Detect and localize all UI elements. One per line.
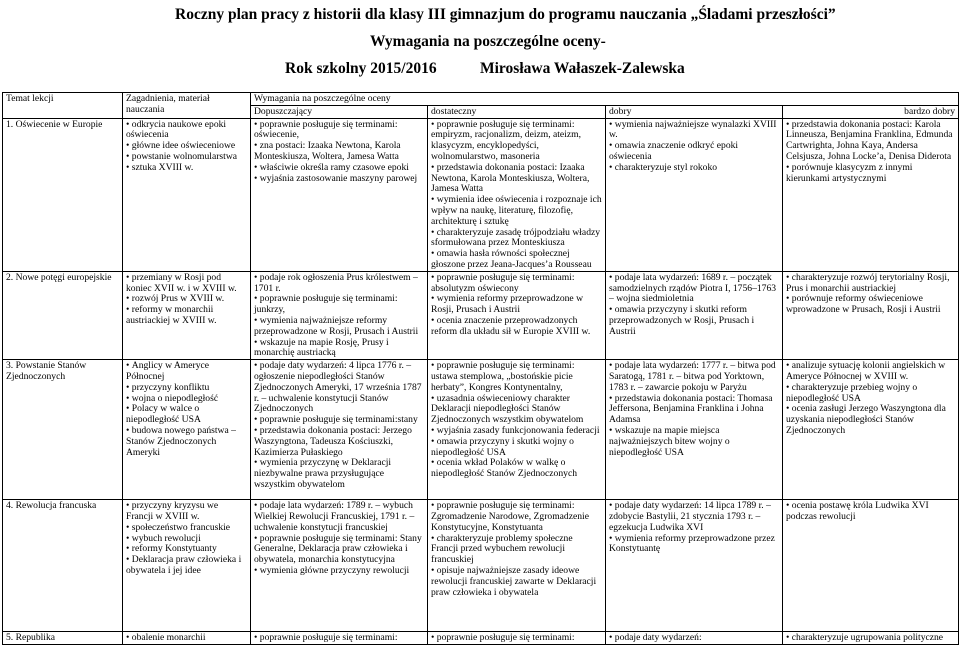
list-item: • opisuje najważniejsze zasady ideowe rewolucji francuskiej zawarte w Deklaracji praw człowieka i obywatela	[431, 566, 602, 598]
list-item: • budowa nowego państwa – Stanów Zjednoczonych Ameryki	[126, 426, 247, 458]
list-item: • poprawnie posługuje się terminami: absolutyzm oświecony	[431, 273, 602, 295]
grade-dostateczny-cell	[428, 118, 606, 271]
bullet-list	[431, 273, 602, 338]
document-subtitle: Wymagania na poszczególne oceny-	[370, 33, 606, 50]
bullet-list	[431, 501, 602, 598]
bullet-list	[126, 361, 247, 458]
bullet-list	[254, 501, 424, 577]
list-item: • przyczyny kryzysu we Francji w XVIII w.	[126, 501, 247, 523]
bullet-list	[126, 633, 247, 644]
bullet-list	[786, 633, 955, 644]
issues-cell	[123, 271, 251, 359]
bullet-list	[126, 273, 247, 327]
grade-dobry-cell	[606, 360, 783, 500]
table-row	[3, 271, 959, 359]
grade-dopuszczajacy-cell	[251, 360, 428, 500]
bullet-list	[786, 501, 955, 523]
list-item: • podaje daty wydarzeń: 14 lipca 1789 r. – zdobycie Bastylii, 21 stycznia 1793 r. – egzekucja Ludwika XVI	[609, 501, 779, 533]
list-item: • wymienia najważniejsze wynalazki XVIII w.	[609, 120, 779, 142]
list-item: • omawia hasła równości społecznej głoszone przez Jeana-Jacques’a Rousseau	[431, 249, 602, 271]
list-item: • przedstawia dokonania postaci: Karola Linneusza, Benjamina Franklina, Edmunda Cartwrighta, Johna Kaya, Andersa Celsjusza, Johna Locke’a, Denisa Diderota	[786, 120, 955, 163]
grade-dobry-cell	[606, 500, 783, 632]
list-item: • uzasadnia oświeceniowy charakter Deklaracji niepodległości Stanów Zjednoczonych wszystkim obywatelom	[431, 394, 602, 426]
bullet-list	[609, 501, 779, 555]
bullet-list	[609, 633, 779, 644]
grade-dostateczny-cell	[428, 360, 606, 500]
list-item: • ocenia znaczenie przeprowadzonych reform dla układu sił w Europie XVIII w.	[431, 316, 602, 338]
header-grade-dostateczny: dostateczny	[428, 105, 606, 118]
bullet-list	[254, 633, 424, 644]
list-item: • wskazuje na mapie miejsca najważniejszych bitew wojny o niepodległość USA	[609, 426, 779, 458]
list-item: • porównuje reformy oświeceniowe wprowadzone w Prusach, Rosji i Austrii	[786, 294, 955, 316]
grade-bardzo-dobry-cell	[783, 271, 959, 359]
header-topic: Temat lekcji	[3, 93, 123, 119]
bullet-list	[431, 361, 602, 480]
list-item: • charakteryzuje rozwój terytorialny Rosji, Prus i monarchii austriackiej	[786, 273, 955, 295]
list-item: • wymienia najważniejsze reformy przeprowadzone w Rosji, Prusach i Austrii	[254, 316, 424, 338]
grade-bardzo-dobry-cell	[783, 360, 959, 500]
list-item: • przedstawia dokonania postaci: Izaaka Newtona, Karola Monteskiusza, Woltera, Jamesa Watta	[431, 163, 602, 195]
list-item: • charakteryzuje przebieg wojny o niepodległość USA	[786, 383, 955, 405]
list-item: • główne idee oświeceniowe	[126, 141, 247, 152]
grade-bardzo-dobry-cell	[783, 632, 959, 645]
topic-cell: 3. Powstanie Stanów Zjednoczonych	[3, 360, 123, 500]
list-item: • poprawnie posługuje się terminami: Stany Generalne, Deklaracja praw człowieka i obywatela, monarchia konstytucyjna	[254, 534, 424, 566]
list-item: • Deklaracja praw człowieka i obywatela i jej idee	[126, 555, 247, 577]
header-grade-dopuszczajacy: Dopuszczający	[251, 105, 428, 118]
list-item: • wymienia reformy przeprowadzone przez Konstytuantę	[609, 534, 779, 556]
list-item: • poprawnie posługuje się terminami: ustawa stemplowa, „bostońskie picie herbaty”, Kongres Kontynentalny,	[431, 361, 602, 393]
grade-dopuszczajacy-cell	[251, 271, 428, 359]
list-item: • wymienia reformy przeprowadzone w Rosji, Prusach i Austrii	[431, 294, 602, 316]
list-item: • charakteryzuje ugrupowania polityczne	[786, 633, 955, 644]
grade-dopuszczajacy-cell	[251, 632, 428, 645]
table-row	[3, 632, 959, 645]
list-item: • wyjaśnia zastosowanie maszyny parowej	[254, 174, 424, 185]
list-item: • rozwój Prus w XVIII w.	[126, 294, 247, 305]
list-item: • omawia przyczyny i skutki reform przeprowadzonych w Rosji, Prusach i Austrii	[609, 305, 779, 337]
header-grade-bardzo-dobry: bardzo dobry	[783, 105, 959, 118]
requirements-table	[2, 92, 959, 645]
list-item: • Polacy w walce o niepodległość USA	[126, 404, 247, 426]
list-item: • podaje daty wydarzeń:	[609, 633, 779, 644]
list-item: • sztuka XVIII w.	[126, 163, 247, 174]
grade-dostateczny-cell	[428, 500, 606, 632]
list-item: • poprawnie posługuje się terminami:stany	[254, 415, 424, 426]
list-item: • reformy Konstytuanty	[126, 544, 247, 555]
list-item: • podaje daty wydarzeń: 4 lipca 1776 r. – ogłoszenie niepodległości Stanów Zjednoczonych Ameryki, 17 września 1787 r. – uchwalenie konstytucji Stanów Zjednoczonych	[254, 361, 424, 415]
list-item: • poprawnie posługuje się terminami: oświecenie,	[254, 120, 424, 142]
list-item: • analizuje sytuację kolonii angielskich w Ameryce Północnej w XVIII w.	[786, 361, 955, 383]
header-requirements: Wymagania na poszczególne oceny	[251, 93, 959, 106]
list-item: • wybuch rewolucji	[126, 534, 247, 545]
list-item: • poprawnie posługuje się terminami:	[431, 633, 602, 644]
bullet-list	[609, 361, 779, 458]
list-item: • charakteryzuje zasadę trójpodziału władzy sformułowana przez Monteskiusza	[431, 228, 602, 250]
grade-dopuszczajacy-cell	[251, 500, 428, 632]
list-item: • poprawnie posługuje się terminami: empiryzm, racjonalizm, deizm, ateizm, klasycyzm, encyklopedyści, wolnomularstwo, masoneria	[431, 120, 602, 163]
list-item: • odkrycia naukowe epoki oświecenia	[126, 120, 247, 142]
list-item: • wyjaśnia zasady funkcjonowania federacji	[431, 426, 602, 437]
author-name: Mirosława Wałaszek-Zalewska	[480, 60, 685, 77]
list-item: • powstanie wolnomularstwa	[126, 152, 247, 163]
list-item: • reformy w monarchii austriackiej w XVIII w.	[126, 305, 247, 327]
list-item: • obalenie monarchii	[126, 633, 247, 644]
list-item: • zna postaci: Izaaka Newtona, Karola Monteskiusza, Woltera, Jamesa Watta	[254, 141, 424, 163]
bullet-list	[126, 120, 247, 174]
topic-cell: 2. Nowe potęgi europejskie	[3, 271, 123, 359]
list-item: • przedstawia dokonania postaci: Thomasa Jeffersona, Benjamina Franklina i Johna Adamsa	[609, 394, 779, 426]
list-item: • poprawnie posługuje się terminami: junkrzy,	[254, 294, 424, 316]
bullet-list	[431, 120, 602, 271]
list-item: • wskazuje na mapie Rosję, Prusy i monarchię austriacką	[254, 338, 424, 360]
list-item: • charakteryzuje styl rokoko	[609, 163, 779, 174]
list-item: • charakteryzuje problemy społeczne Francji przed wybuchem rewolucji francuskiej	[431, 534, 602, 566]
list-item: • Anglicy w Ameryce Północnej	[126, 361, 247, 383]
list-item: • ocenia zasługi Jerzego Waszyngtona dla uzyskania niepodległości Stanów Zjednoczonych	[786, 404, 955, 436]
list-item: • omawia znaczenie odkryć epoki oświecenia	[609, 141, 779, 163]
list-item: • omawia przyczyny i skutki wojny o niepodległość USA	[431, 437, 602, 459]
list-item: • przemiany w Rosji pod koniec XVII w. i w XVIII w.	[126, 273, 247, 295]
list-item: • przyczyny konfliktu	[126, 383, 247, 394]
list-item: • ocenia wkład Polaków w walkę o niepodległość Stanów Zjednoczonych	[431, 458, 602, 480]
list-item: • poprawnie posługuje się terminami:	[254, 633, 424, 644]
school-year: Rok szkolny 2015/2016	[285, 60, 437, 77]
table-row	[3, 360, 959, 500]
grade-dopuszczajacy-cell	[251, 118, 428, 271]
bullet-list	[126, 501, 247, 577]
bullet-list	[254, 361, 424, 491]
grade-bardzo-dobry-cell	[783, 118, 959, 271]
list-item: • poprawnie posługuje się terminami: Zgromadzenie Narodowe, Zgromadzenie Konstytucyjne, Konstytuanta	[431, 501, 602, 533]
table-row	[3, 118, 959, 271]
list-item: • wojna o niepodległość	[126, 394, 247, 405]
issues-cell	[123, 632, 251, 645]
list-item: • wymienia główne przyczyny rewolucji	[254, 566, 424, 577]
list-item: • społeczeństwo francuskie	[126, 523, 247, 534]
list-item: • wymienia przyczynę w Deklaracji niezbywalne prawa przysługujące wszystkim obywatelom	[254, 458, 424, 490]
grade-dostateczny-cell	[428, 271, 606, 359]
issues-cell	[123, 360, 251, 500]
bullet-list	[786, 120, 955, 185]
list-item: • przedstawia dokonania postaci: Jerzego Waszyngtona, Tadeusza Kościuszki, Kazimierza Pułaskiego	[254, 426, 424, 458]
list-item: • podaje rok ogłoszenia Prus królestwem – 1701 r.	[254, 273, 424, 295]
issues-cell	[123, 500, 251, 632]
bullet-list	[609, 273, 779, 338]
list-item: • wymienia idee oświecenia i rozpoznaje ich wpływ na naukę, literaturę, filozofię, architekturę i sztukę	[431, 195, 602, 227]
header-grade-dobry: dobry	[606, 105, 783, 118]
bullet-list	[609, 120, 779, 174]
bullet-list	[786, 273, 955, 316]
bullet-list	[254, 273, 424, 359]
document-title: Roczny plan pracy z historii dla klasy III gimnazjum do programu nauczania „Śladami przeszłości”	[175, 6, 836, 23]
grade-bardzo-dobry-cell	[783, 500, 959, 632]
header-issues: Zagadnienia, materiał nauczania	[123, 93, 251, 119]
bullet-list	[786, 361, 955, 437]
list-item: • podaje lata wydarzeń: 1789 r. – wybuch Wielkiej Rewolucji Francuskiej, 1791 r. – uchwalenie konstytucji francuskiej	[254, 501, 424, 533]
topic-cell: 4. Rewolucja francuska	[3, 500, 123, 632]
issues-cell	[123, 118, 251, 271]
grade-dobry-cell	[606, 271, 783, 359]
list-item: • ocenia postawę króla Ludwika XVI podczas rewolucji	[786, 501, 955, 523]
list-item: • właściwie określa ramy czasowe epoki	[254, 163, 424, 174]
bullet-list	[431, 633, 602, 644]
topic-cell: 5. Republika	[3, 632, 123, 645]
list-item: • porównuje klasycyzm z innymi kierunkami artystycznymi	[786, 163, 955, 185]
bullet-list	[254, 120, 424, 185]
topic-cell: 1. Oświecenie w Europie	[3, 118, 123, 271]
grade-dostateczny-cell	[428, 632, 606, 645]
grade-dobry-cell	[606, 118, 783, 271]
table-row	[3, 500, 959, 632]
list-item: • podaje lata wydarzeń: 1689 r. – początek samodzielnych rządów Piotra I, 1756–1763 – wojna siedmioletnia	[609, 273, 779, 305]
grade-dobry-cell	[606, 632, 783, 645]
list-item: • podaje lata wydarzeń: 1777 r. – bitwa pod Saratogą, 1781 r. – bitwa pod Yorktown, 1783 r. – zawarcie pokoju w Paryżu	[609, 361, 779, 393]
